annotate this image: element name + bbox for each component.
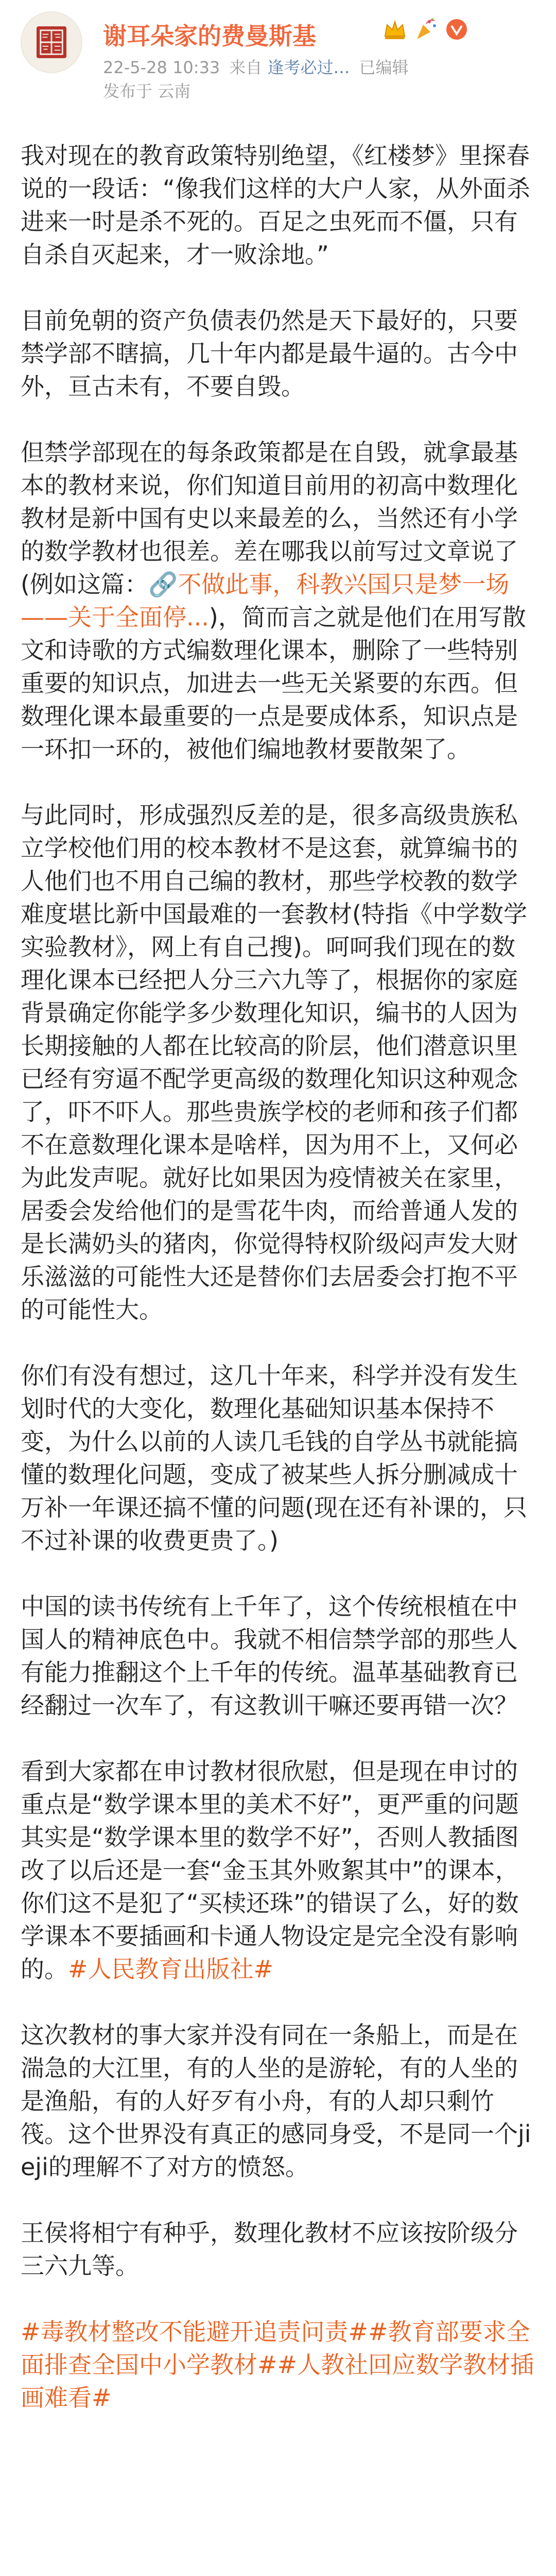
topic-link-3[interactable]: #人教社回应数学教材插画难看# (21, 2351, 534, 2412)
via-source-link[interactable]: 逢考必过… (267, 58, 350, 77)
topic-link-pep[interactable]: #人民教育出版社# (68, 1955, 274, 1983)
post-body (21, 139, 535, 2447)
post-location: 发布于 云南 (103, 81, 191, 101)
paragraph-8: 这次教材的事大家并没有同在一条船上，而是在湍急的大江里，有的人坐的是游轮，有的人坐的是渔船，有的人好歹有小舟，有的人却只剩竹筏。这个世界没有真正的感同身受，不是同一个jieji的理解不了对方的愤怒。 (21, 2021, 531, 2181)
article-link[interactable]: 不做此事，科教兴国只是梦一场——关于全面停... (21, 570, 510, 631)
via-prefix: 来自 (229, 58, 263, 77)
vip-badge-icon[interactable] (443, 15, 471, 43)
paragraph-7-text: 看到大家都在申讨教材很欣慰，但是现在申讨的重点是“数学课本里的美术不好”，更严重的问题其实是“数学课本里的数学不好”，否则人教插图改了以后还是一套“金玉其外败絮其中”的课本，你们这不是犯了“买椟还珠”的错误了么，好的数学课本不要插画和卡通人物设定是完全没有影响的。 (21, 1757, 519, 1983)
paragraph-5: 你们有没有想过，这几十年来，科学并没有发生划时代的大变化，数理化基础知识基本保持不变，为什么以前的人读几毛钱的自学丛书就能搞懂的数理化问题，变成了被某些人拆分删减成十万补一年课还搞不懂的问题(现在还有补课的，只不过补课的收费更贵了。) (21, 1362, 527, 1554)
paragraph-9: 王侯将相宁有种乎，数理化教材不应该按阶级分三六九等。 (21, 2219, 518, 2280)
post-header (0, 0, 556, 103)
crown-badge-icon[interactable] (381, 15, 409, 43)
author-name[interactable]: 谢耳朵家的费曼斯基 (103, 22, 316, 50)
link-icon: 🔗 (148, 570, 178, 598)
seal-avatar-icon (22, 12, 81, 72)
edited-label: 已编辑 (359, 58, 409, 77)
topic-link-2[interactable]: #教育部要求全面排查全国中小学教材# (21, 2318, 530, 2379)
topic-link-1[interactable]: #毒教材整改不能避开追责问责# (21, 2318, 369, 2346)
paragraph-3-before: 但禁学部现在的每条政策都是在自毁，就拿最基本的教材来说，你们知道目前用的初高中数理化教材是新中国有史以来最差的么，当然还有小学的数学教材也很差。差在哪我以前写过文章说了(例如这篇： (21, 438, 518, 598)
topic-list (21, 2315, 535, 2414)
paragraph-3-after: )，简而言之就是他们在用写散文和诗歌的方式编数理化课本，删除了一些特别重要的知识点，加进去一些无关紧要的东西。但数理化课本最重要的一点是要成体系，知识点是一环扣一环的，被他们编地教材要散架了。 (21, 603, 526, 763)
paragraph-1: 我对现在的教育政策特别绝望，《红楼梦》里探春说的一段话：“像我们这样的大户人家，从外面杀进来一时是杀不死的。百足之虫死而不僵，只有自杀自灭起来，才一败涂地。” (21, 142, 530, 268)
party-popper-badge-icon[interactable] (412, 15, 440, 43)
paragraph-2: 目前免朝的资产负债表仍然是天下最好的，只要禁学部不瞎搞，几十年内都是最牛逼的。古今中外，亘古未有，不要自毁。 (21, 307, 518, 400)
paragraph-4: 与此同时，形成强烈反差的是，很多高级贵族私立学校他们用的校本教材不是这套，就算编书的人他们也不用自己编的教材，那些学校教的数学难度堪比新中国最难的一套教材(特指《中学数学实验教材》，网上有自己搜)。呵呵我们现在的数理化课本已经把人分三六九等了，根据你的家庭背景确定你能学多少数理化知识，编书的人因为长期接触的人都在比较高的阶层，他们潜意识里已经有穷逼不配学更高级的数理化知识这种观念了，吓不吓人。那些贵族学校的老师和孩子们都不在意数理化课本是啥样，因为用不上，又何必为此发声呢。就好比如果因为疫情被关在家里，居委会发给他们的是雪花牛肉，而给普通人发的是长满奶头的猪肉，你觉得特权阶级闷声发大财乐滋滋的可能性大还是替你们去居委会打抱不平的可能性大。 (21, 801, 527, 1324)
paragraph-7 (21, 1755, 535, 1986)
post-meta (103, 55, 409, 78)
paragraph-3 (21, 436, 535, 766)
post-date-time: 22-5-28 10:33 (103, 58, 220, 77)
badge-list (381, 15, 471, 43)
paragraph-6: 中国的读书传统有上千年了，这个传统根植在中国人的精神底色中。我就不相信禁学部的那些人有能力推翻这个上千年的传统。温革基础教育已经翻过一次车了，有这教训干嘛还要再错一次？ (21, 1592, 518, 1719)
avatar[interactable] (21, 11, 82, 73)
